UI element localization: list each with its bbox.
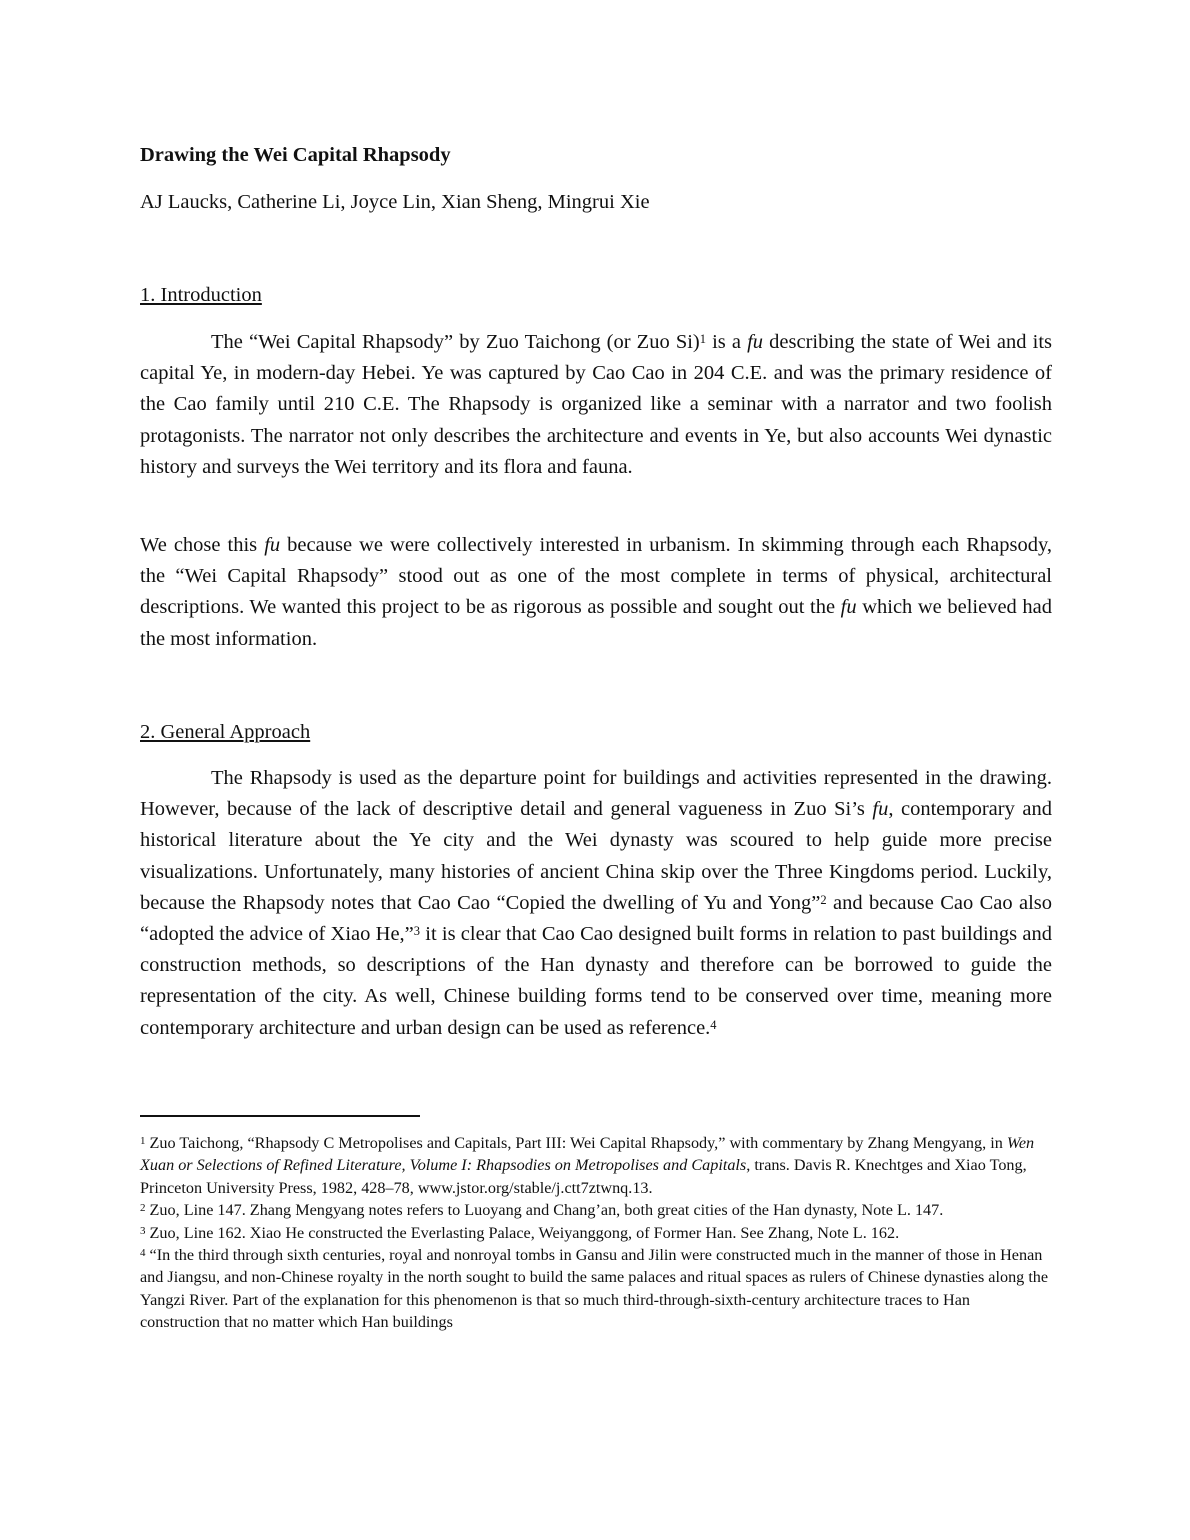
intro-paragraph-2: We chose this fu because we were collectively interested in urbanism. In skimming through each Rhapsody, the “Wei Capital Rhapsody” stood out as one of the most complete in terms of physical, architectural descriptions. We wanted this project to be as rigorous as possible and sought out the fu which we believed had the most information.: [140, 534, 1052, 650]
footnote-ref-3[interactable]: 3: [413, 924, 421, 939]
footnote-ref-2[interactable]: 2: [820, 892, 827, 907]
footnote-ref-4[interactable]: 4: [710, 1017, 717, 1032]
section-heading-general-approach: 2. General Approach: [140, 721, 311, 743]
footnote-3: $^3$ Zuo, Line 162. Xiao He constructed the Everlasting Palace, Weiyanggong, of Former Han. See Zhang, Note L. 162.: [140, 1223, 900, 1242]
footnote-1: $^1$ Zuo Taichong, “Rhapsody C Metropolises and Capitals, Part III: Wei Capital Rhapsody,” with commentary by Zhang Mengyang, in Wen Xuan or Selections of Refined Literature, Volume I: Rhapsodies on Metropolises and Capitals, trans. Davis R. Knechtges and Xiao Tong, Princeton University Press, 1982, 428–78, www.jstor.org/stable/j.ctt7ztwnq.13.: [140, 1134, 1035, 1197]
section-heading-introduction: 1. Introduction: [140, 284, 262, 306]
footnote-2: $^2$ Zuo, Line 147. Zhang Mengyang notes refers to Luoyang and Chang’an, both great cities of the Han dynasty, Note L. 147.: [140, 1201, 944, 1220]
footnotes: [140, 1132, 1052, 1334]
footnote-4: $^4$ “In the third through sixth centuries, royal and nonroyal tombs in Gansu and Jilin were constructed much in the manner of those in Henan and Jiangsu, and non-Chinese royalty in the north sought to build the same palaces and ritual spaces as rulers of Chinese dynasties along the Yangzi River. Part of the explanation for this phenomenon is that so much third-through-sixth-century architecture traces to Han construction that no matter which Han buildings: [140, 1246, 1049, 1332]
paper-title: Drawing the Wei Capital Rhapsody: [140, 144, 451, 166]
footnote-separator: [140, 1115, 420, 1117]
intro-paragraph-1: The “Wei Capital Rhapsody” by Zuo Taichong (or Zuo Si)$^1$ is a fu describing the state of Wei and its capital Ye, in modern-day Hebei. Ye was captured by Cao Cao in 204 C.E. and was the primary residence of the Cao family until 210 C.E. The Rhapsody is organized like a seminar with a narrator and two foolish protagonists. The narrator not only describes the architecture and events in Ye, but also accounts Wei dynastic history and surveys the Wei territory and its flora and fauna.: [140, 331, 1053, 478]
author-list: AJ Laucks, Catherine Li, Joyce Lin, Xian Sheng, Mingrui Xie: [140, 191, 650, 213]
footnote-ref-1[interactable]: 1: [699, 332, 706, 346]
approach-paragraph-1: The Rhapsody is used as the departure point for buildings and activities represented in the drawing. However, because of the lack of descriptive detail and general vagueness in Zuo Si’s fu, contemporary and historical literature about the Ye city and the Wei dynasty was scoured to help guide more precise visualizations. Unfortunately, many histories of ancient China skip over the Three Kingdoms period. Luckily, because the Rhapsody notes that Cao Cao “Copied the dwelling of Yu and Yong”$^2$ and because Cao Cao also “adopted the advice of Xiao He,”$^3$ it is clear that Cao Cao designed built forms in relation to past buildings and construction methods, so descriptions of the Han dynasty and therefore can be borrowed to guide the representation of the city. As well, Chinese building forms tend to be conserved over time, meaning more contemporary architecture and urban design can be used as reference.$^4$: [140, 767, 1052, 1039]
